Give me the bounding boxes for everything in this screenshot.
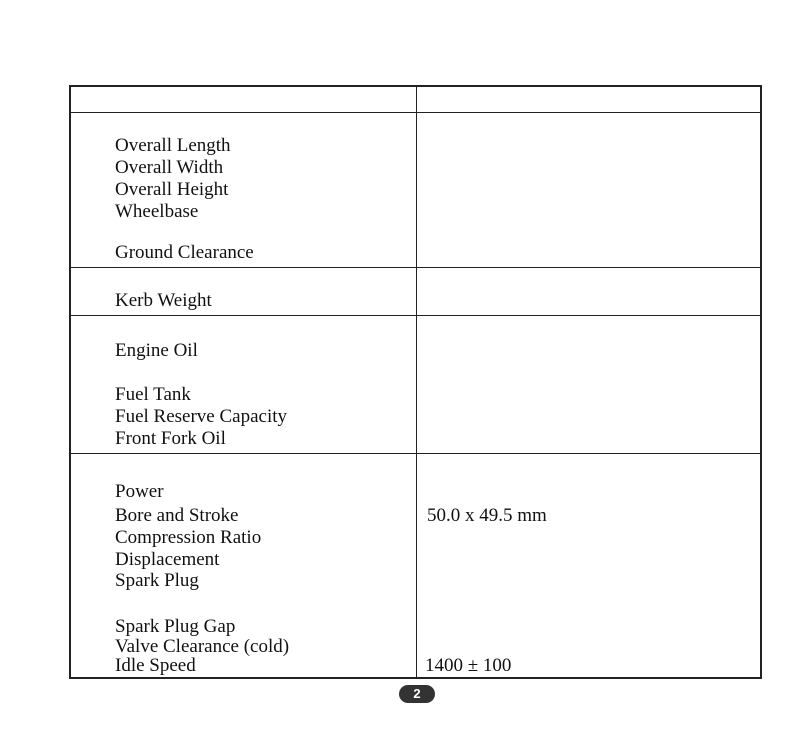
dimensions-row-divider bbox=[71, 267, 760, 268]
overall-height-label: Overall Height bbox=[115, 179, 229, 200]
fuel-reserve-capacity-label: Fuel Reserve Capacity bbox=[115, 406, 288, 427]
idle-speed-value: 1400 ± 100 bbox=[425, 655, 512, 676]
spark-plug-gap-label: Spark Plug Gap bbox=[115, 616, 236, 637]
front-fork-oil-label: Front Fork Oil bbox=[115, 428, 226, 449]
bore-stroke-value: 50.0 x 49.5 mm bbox=[427, 505, 547, 526]
page-number-badge: 2 bbox=[399, 685, 435, 703]
compression-ratio-label: Compression Ratio bbox=[115, 527, 262, 548]
idle-speed-label: Idle Speed bbox=[115, 655, 196, 676]
displacement-label: Displacement bbox=[115, 549, 220, 570]
bore-stroke-label: Bore and Stroke bbox=[115, 505, 239, 526]
ground-clearance-label: Ground Clearance bbox=[115, 242, 254, 263]
header-row-divider bbox=[71, 112, 760, 113]
wheelbase-label: Wheelbase bbox=[115, 201, 199, 222]
fuel-tank-label: Fuel Tank bbox=[115, 384, 191, 405]
power-label: Power bbox=[115, 481, 164, 502]
specifications-table bbox=[69, 85, 762, 679]
capacities-row-divider bbox=[71, 453, 760, 454]
kerb-weight-label: Kerb Weight bbox=[115, 290, 212, 311]
overall-width-label: Overall Width bbox=[115, 157, 224, 178]
column-divider bbox=[416, 87, 417, 677]
spark-plug-label: Spark Plug bbox=[115, 570, 199, 591]
weight-row-divider bbox=[71, 315, 760, 316]
engine-oil-label: Engine Oil bbox=[115, 340, 198, 361]
overall-length-label: Overall Length bbox=[115, 135, 231, 156]
valve-clearance-label: Valve Clearance (cold) bbox=[115, 636, 290, 657]
